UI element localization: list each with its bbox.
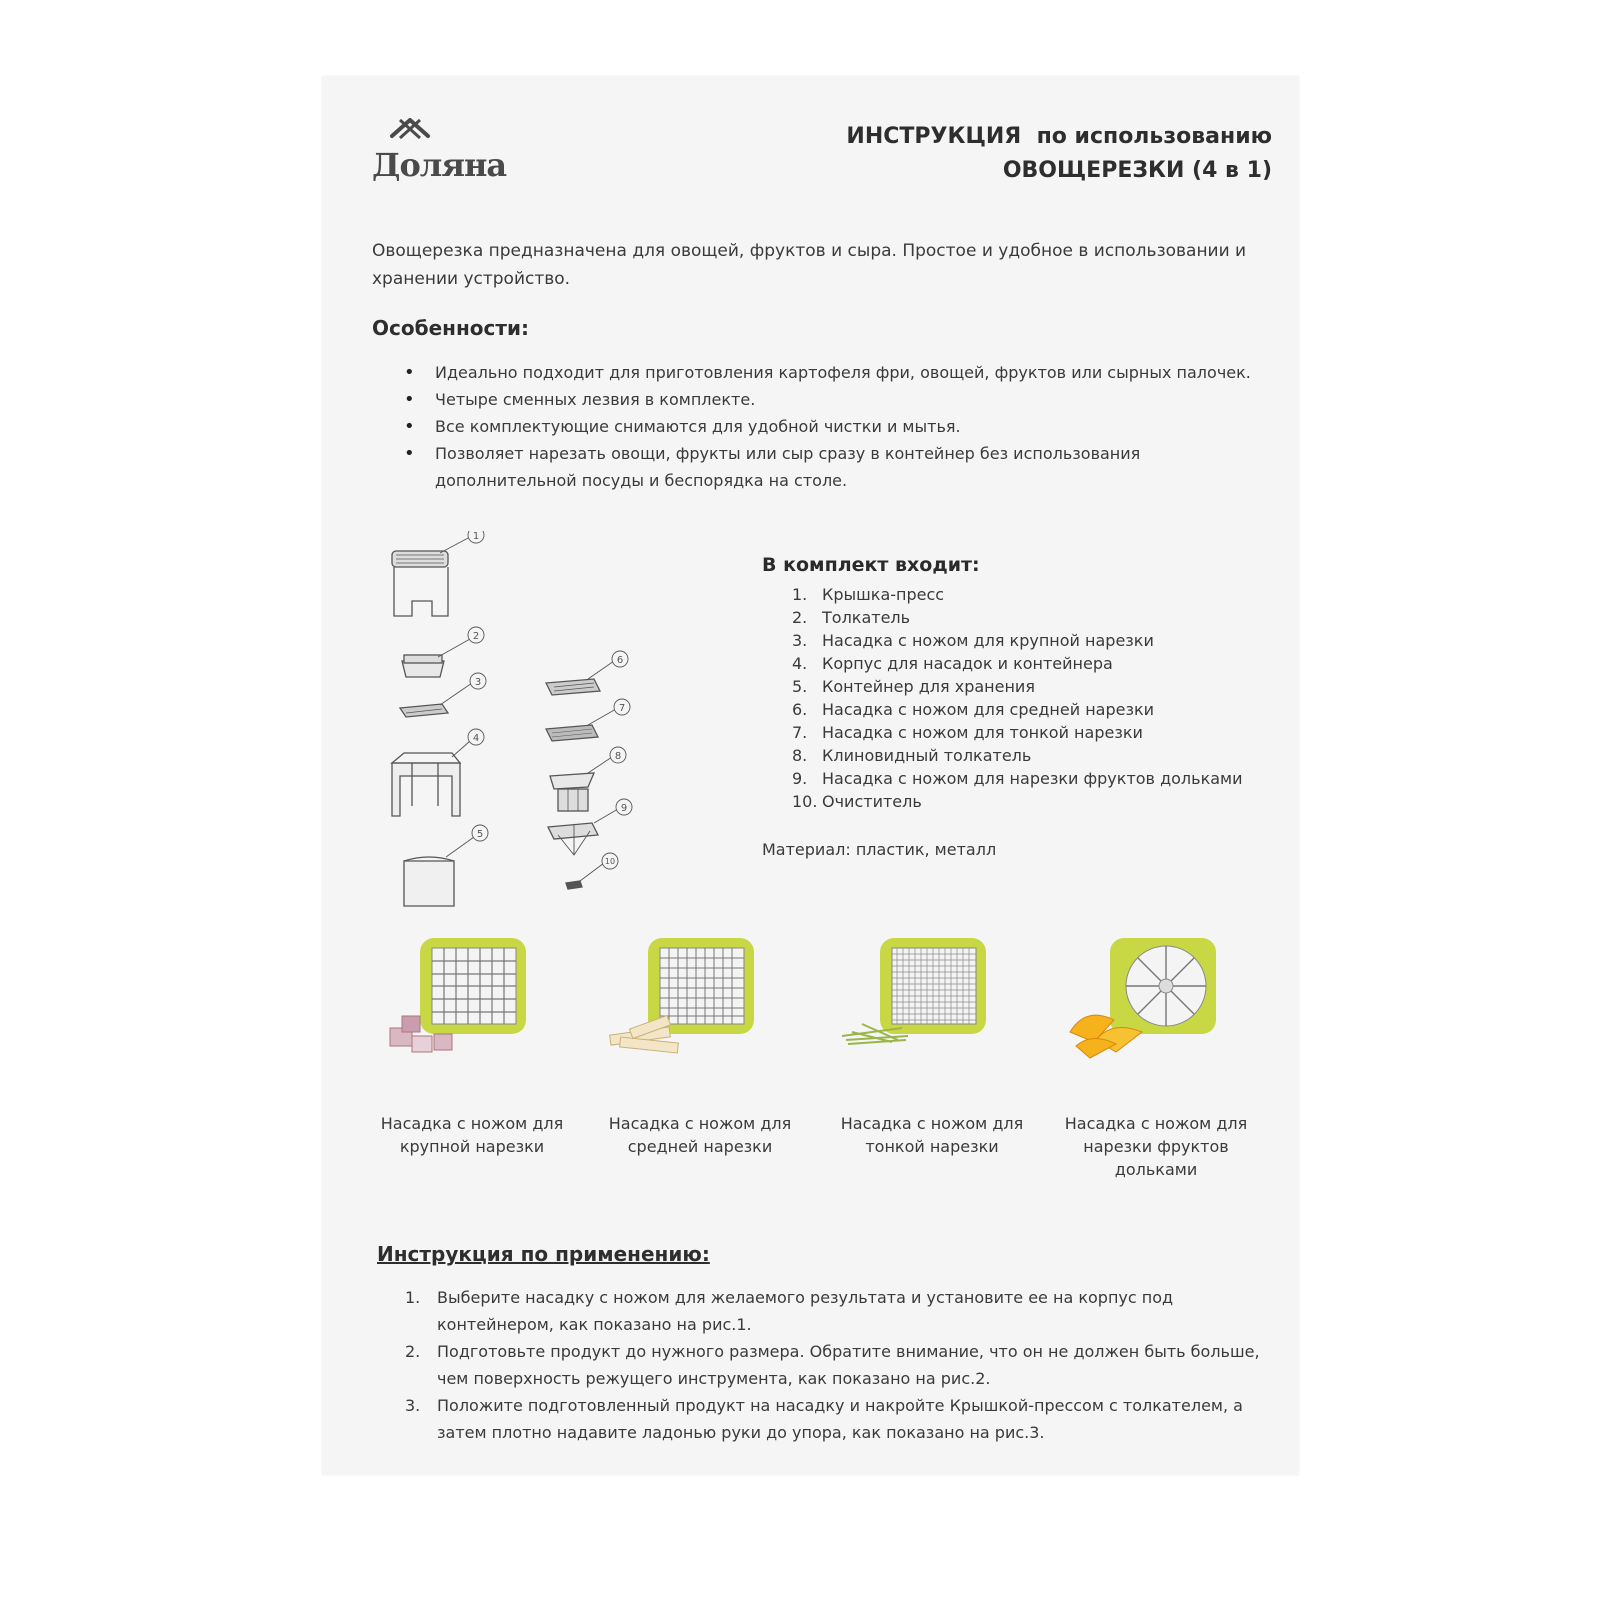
part-wedge-blade-icon (548, 823, 598, 855)
blade-card (590, 936, 810, 1158)
usage-list (405, 1284, 1285, 1446)
kit-item: 3. Насадка с ножом для крупной нарезки (792, 631, 1154, 650)
callout-label: 6 (616, 655, 624, 666)
title-bold: ИНСТРУКЦИЯ (846, 124, 1022, 149)
feature-item: • Четыре сменных лезвия в комплекте. (372, 386, 1272, 413)
blade-caption: Насадка с ножом для крупной нарезки (380, 1114, 564, 1156)
blade-caption: Насадка с ножом для тонкой нарезки (840, 1114, 1024, 1156)
logo-text: Доляна (372, 146, 507, 184)
callout-label: 9 (620, 803, 628, 814)
kit-item: 2. Толкатель (792, 608, 911, 627)
callout-label: 7 (618, 703, 626, 714)
callout-label: 3 (474, 677, 482, 688)
wedge-blade-icon (1046, 936, 1266, 1096)
part-fine-blade-icon (546, 725, 598, 741)
fine-blade-icon (822, 936, 1042, 1096)
kit-item: 4. Корпус для насадок и контейнера (792, 654, 1113, 673)
kit-item: 1. Крышка-пресс (792, 585, 945, 604)
medium-blade-icon (590, 936, 810, 1096)
blade-gallery (362, 936, 1282, 1186)
callout-label: 4 (472, 733, 480, 744)
usage-step: 2. Подготовьте продукт до нужного размера. Обратите внимание, что он не должен быть больше, чем поверхность режущего инструмента, как показано на рис.2. (405, 1342, 1260, 1388)
blade-caption: Насадка с ножом для средней нарезки (608, 1114, 792, 1156)
part-lid-press-icon (392, 551, 448, 616)
feature-item: • Идеально подходит для приготовления картофеля фри, овощей, фруктов или сырных палочек. (372, 359, 1272, 386)
callout-label: 5 (476, 829, 484, 840)
features-heading: Особенности: (372, 316, 529, 340)
instruction-sheet (322, 76, 1299, 1475)
material-note: Материал: пластик, металл (762, 840, 997, 859)
page-subtitle: ОВОЩЕРЕЗКИ (4 в 1) (1002, 158, 1272, 183)
callout-label: 2 (472, 631, 480, 642)
part-wedge-pusher-icon (550, 773, 594, 811)
coarse-blade-icon (362, 936, 582, 1096)
usage-step: 1. Выберите насадку с ножом для желаемого результата и установите ее на корпус под контейнером, как показано на рис.1. (405, 1288, 1174, 1334)
part-pusher-icon (402, 655, 444, 677)
kit-item: 8. Клиновидный толкатель (792, 746, 1032, 765)
blade-card (362, 936, 582, 1158)
blade-caption: Насадка с ножом для нарезки фруктов дольками (1064, 1114, 1248, 1179)
part-cleaner-icon (566, 881, 582, 889)
page-title (846, 124, 1272, 149)
parts-diagram (382, 531, 662, 991)
part-coarse-blade-icon (400, 704, 448, 717)
feature-item: • Позволяет нарезать овощи, фрукты или сыр сразу в контейнер без использования дополнительной посуды и беспорядка на столе. (372, 440, 1272, 494)
kit-list (792, 583, 1243, 813)
feature-item: • Все комплектующие снимаются для удобной чистки и мытья. (372, 413, 1272, 440)
callout-label: 8 (614, 751, 622, 762)
part-body-icon (392, 753, 460, 816)
kit-item: 5. Контейнер для хранения (792, 677, 1035, 696)
features-list (372, 359, 1272, 494)
kit-item: 10. Очиститель (792, 792, 922, 811)
part-medium-blade-icon (546, 679, 600, 695)
blade-card (822, 936, 1042, 1158)
callout-label: 10 (604, 857, 616, 866)
title-rest: по использованию (1036, 124, 1272, 149)
callout-label: 1 (472, 531, 480, 542)
kit-item: 6. Насадка с ножом для средней нарезки (792, 700, 1155, 719)
part-container-icon (404, 857, 454, 906)
blade-card (1046, 936, 1266, 1181)
usage-step: 3. Положите подготовленный продукт на насадку и накройте Крышкой-прессом с толкателем, а затем плотно надавите ладонью руки до упора, как показано на рис.3. (405, 1396, 1243, 1442)
kit-item: 7. Насадка с ножом для тонкой нарезки (792, 723, 1143, 742)
kit-item: 9. Насадка с ножом для нарезки фруктов дольками (792, 769, 1243, 788)
intro-paragraph: Овощерезка предназначена для овощей, фруктов и сыра. Простое и удобное в использовании и хранении устройство. (372, 241, 1247, 289)
usage-heading: Инструкция по применению: (377, 1242, 710, 1266)
kit-heading: В комплект входит: (762, 554, 980, 576)
